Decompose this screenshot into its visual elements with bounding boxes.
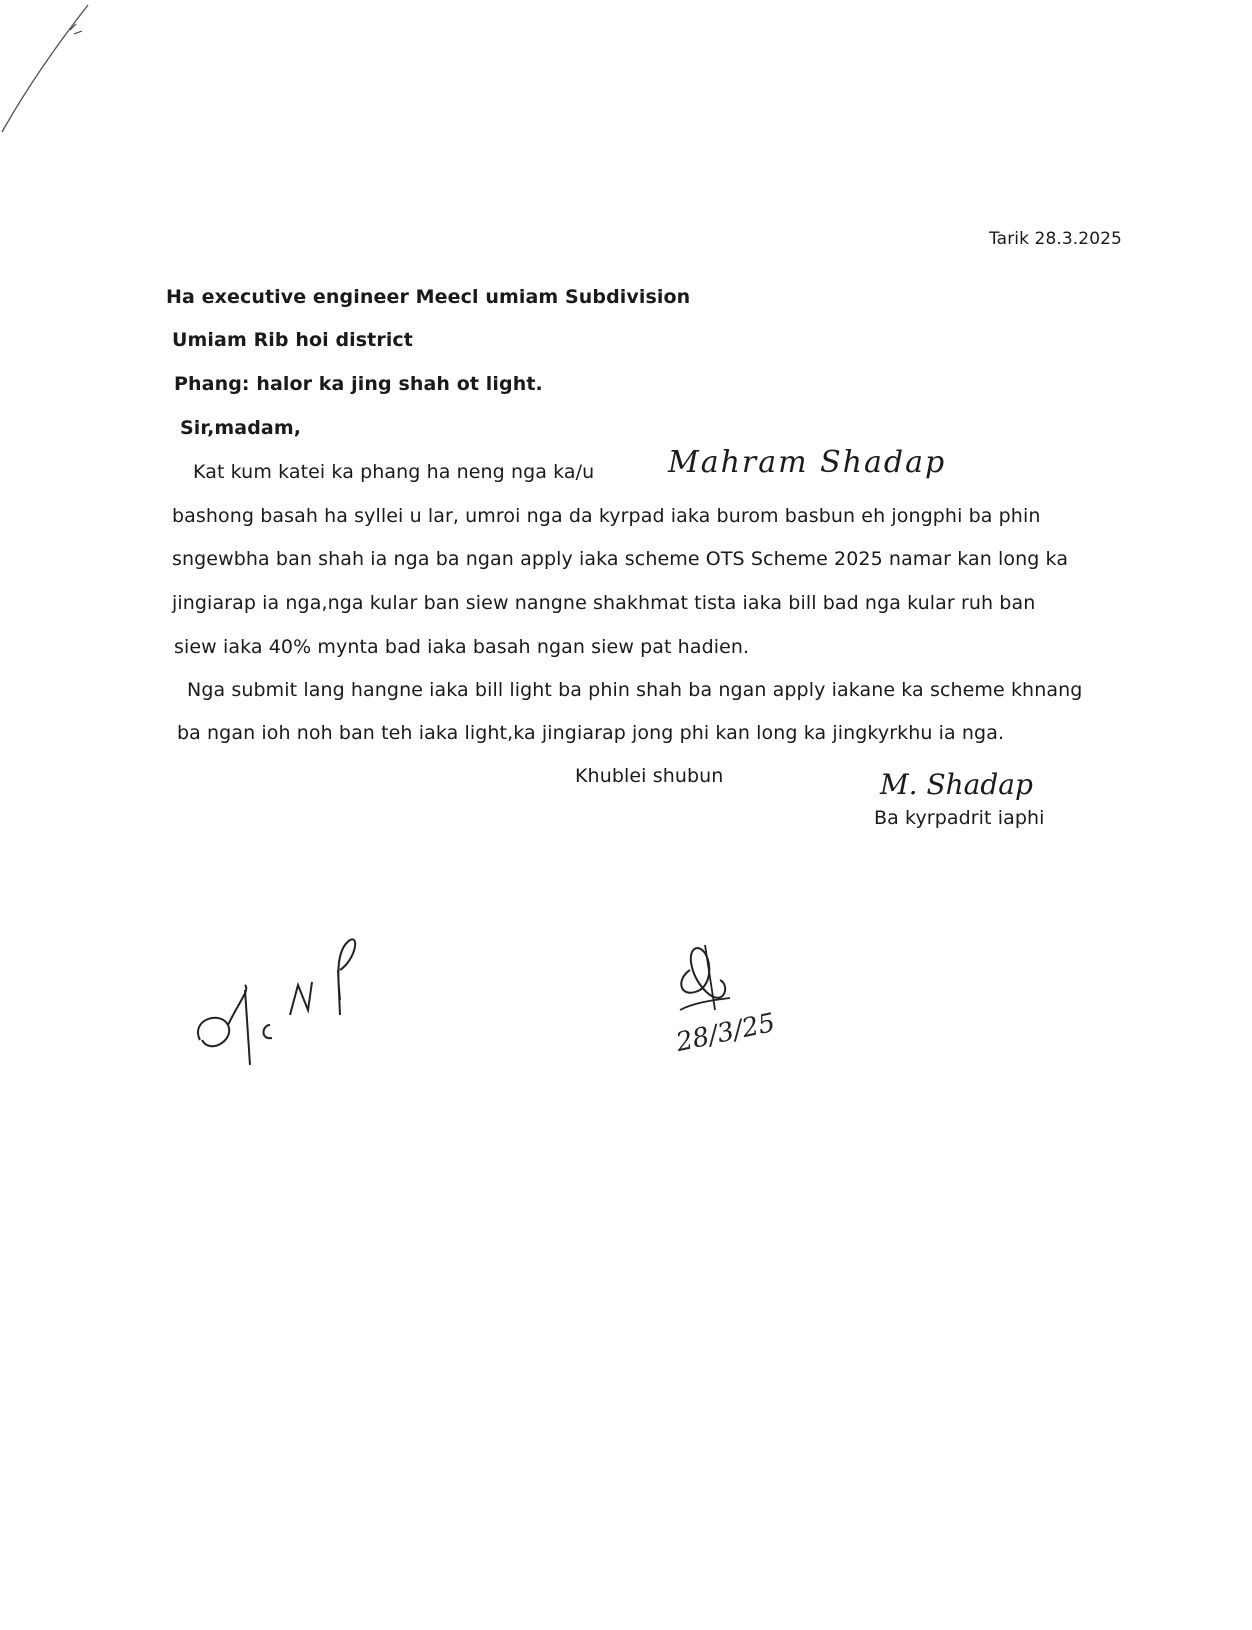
paragraph-2-line: ba ngan ioh noh ban teh iaka light,ka jingiarap jong phi kan long ka jingkyrkhu ia nga. [177,722,1005,744]
scan-artifact-line [0,0,100,140]
letter-salutation: Sir,madam, [180,417,302,439]
officer-initial-signature-2 [670,940,820,1059]
letter-subject: Phang: halor ka jing shah ot light. [174,373,543,395]
recipient-line-2: Umiam Rib hoi district [172,329,413,351]
paragraph-1-line: bashong basah ha syllei u lar, umroi nga da kyrpad iaka burom basbun eh jongphi ba phin [172,505,1041,527]
paragraph-1-line: jingiarap ia nga,nga kular ban siew nangne shakhmat tista iaka bill bad nga kular ruh ban [172,592,1036,614]
body-intro: Kat kum katei ka phang ha neng nga ka/u [193,461,595,483]
svg-text:28/3/25: 28/3/25 [673,1007,778,1059]
letter-closing: Khublei shubun [575,765,724,787]
paragraph-1-line: sngewbha ban shah ia nga ba ngan apply iaka scheme OTS Scheme 2025 namar kan long ka [172,548,1069,570]
letter-date: Tarik 28.3.2025 [989,229,1122,249]
signatory-label: Ba kyrpadrit iaphi [874,807,1045,829]
handwritten-applicant-name: Mahram Shadap [668,445,947,480]
paragraph-2-line: Nga submit lang hangne iaka bill light ba phin shah ba ngan apply iakane ka scheme khnang [187,679,1083,701]
recipient-line-1: Ha executive engineer Meecl umiam Subdivision [166,286,691,308]
officer-initial-signature-1 [190,930,380,1070]
paragraph-1-line: siew iaka 40% mynta bad iaka basah ngan siew pat hadien. [174,636,750,658]
applicant-signature: M. Shadap [880,768,1033,801]
